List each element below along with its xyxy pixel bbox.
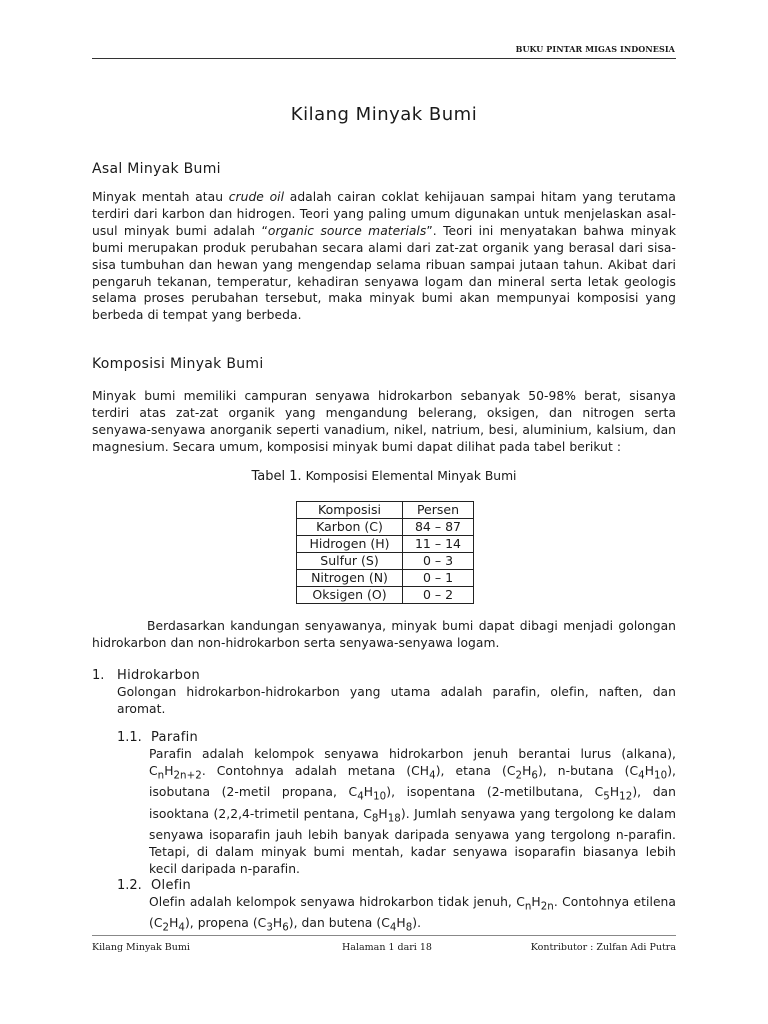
section-heading-komposisi: Komposisi Minyak Bumi (92, 356, 264, 372)
footer-page-number: Halaman 1 dari 18 (342, 942, 432, 953)
italic-run: crude oil (228, 190, 285, 204)
running-header: BUKU PINTAR MIGAS INDONESIA (515, 44, 675, 54)
table-row (297, 553, 474, 570)
list-number: 1. (92, 668, 105, 683)
table-cell: Sulfur (S) (297, 553, 403, 570)
table-row (297, 519, 474, 536)
subsection-heading-parafin: Parafin (151, 730, 199, 745)
text-run: adalah cairan coklat kehijauan sampai hitam yang terutama terdiri dari karbon dan hidrogen. Teori yang paling umum digunakan untuk menjelaskan asal-usul minyak bumi adalah “ (92, 190, 676, 238)
table-cell: Nitrogen (N) (297, 570, 403, 587)
table-cell: 11 – 14 (403, 536, 474, 553)
table-row (297, 570, 474, 587)
text-run: Minyak mentah atau (92, 190, 229, 204)
subsection-number: 1.2. (117, 878, 142, 893)
table-caption (0, 469, 768, 484)
paragraph-olefin: Olefin adalah kelompok senyawa hidrokarbon tidak jenuh, $C_nH_{2n}$. Contohnya etilena $(C_2H_4)$, propena $(C_3H_6)$, dan butena $(C_4H_8)$. (149, 895, 676, 934)
page-title: Kilang Minyak Bumi (290, 104, 478, 125)
paragraph-asal (92, 189, 676, 324)
table-header-row (297, 502, 474, 519)
text-run: ”. Teori ini menyatakan bahwa minyak bumi merupakan produk perubahan secara alami dari zat-zat organik yang berasal dari sisa-sisa tumbuhan dan hewan yang mengendap selama ribuan sampai jutaan tahun. Akibat dari pengaruh tekanan, temperatur, kehadiran senyawa logam dan mineral serta letak geologis selama proses perubahan tersebut, maka minyak bumi akan mempunyai komposisi yang berbeda di tempat yang berbeda. (92, 223, 677, 323)
footer-doc-title: Kilang Minyak Bumi (92, 942, 190, 953)
composition-table (296, 501, 474, 604)
section-heading-asal: Asal Minyak Bumi (92, 161, 221, 177)
page-footer (92, 942, 676, 956)
header-rule (92, 58, 676, 59)
table-header-cell: Persen (403, 502, 474, 519)
paragraph-hidrokarbon: Golongan hidrokarbon-hidrokarbon yang utama adalah parafin, olefin, naften, dan aromat. (117, 685, 676, 716)
table-header-cell: Komposisi (297, 502, 403, 519)
table-cell: 0 – 1 (403, 570, 474, 587)
table-cell: 0 – 3 (403, 553, 474, 570)
table-row (297, 587, 474, 604)
footer-contributor: Kontributor : Zulfan Adi Putra (530, 942, 676, 953)
table-cell: Hidrogen (H) (297, 536, 403, 553)
table-cell: 84 – 87 (403, 519, 474, 536)
italic-run: organic source materials (267, 223, 427, 238)
paragraph-golongan: Berdasarkan kandungan senyawanya, minyak bumi dapat dibagi menjadi golongan hidrokarbon dan non-hidrokarbon serta senyawa-senyawa logam. (92, 619, 676, 650)
caption-text: Komposisi Elemental Minyak Bumi (301, 469, 517, 483)
footer-rule (92, 935, 676, 936)
table-cell: Karbon (C) (297, 519, 403, 536)
table-cell: 0 – 2 (403, 587, 474, 604)
section-heading-hidrokarbon: Hidrokarbon (117, 668, 201, 683)
subsection-number: 1.1. (117, 730, 142, 745)
subsection-heading-olefin: Olefin (151, 878, 192, 893)
paragraph-komposisi: Minyak bumi memiliki campuran senyawa hidrokarbon sebanyak 50-98% berat, sisanya terdiri atas zat-zat organik yang mengandung belerang, oksigen, dan nitrogen serta senyawa-senyawa anorganik seperti vanadium, nikel, natrium, besi, aluminium, kalsium, dan magnesium. Secara umum, komposisi minyak bumi dapat dilihat pada tabel berikut : (92, 389, 676, 454)
table-cell: Oksigen (O) (297, 587, 403, 604)
caption-label: Tabel 1. (251, 469, 302, 484)
paragraph-parafin: Parafin adalah kelompok senyawa hidrokarbon jenuh berantai lurus (alkana), $C_nH_{2n+2}$. Contohnya adalah metana $(CH_4)$, etana $(C_2H_6)$, n-butana $(C_4H_{10})$, isobutana (2-metil propana, $C_4H_{10}$), isopentana (2-metilbutana, $C_5H_{12}$), dan isooktana (2,2,4-trimetil pentana, $C_8H_{18}$). Jumlah senyawa yang tergolong ke dalam senyawa isoparafin jauh lebih banyak daripada senyawa yang tergolong n-parafin. Tetapi, di dalam minyak bumi mentah, kadar senyawa isoparafin biasanya lebih kecil daripada n-parafin. (149, 747, 676, 876)
table-row (297, 536, 474, 553)
